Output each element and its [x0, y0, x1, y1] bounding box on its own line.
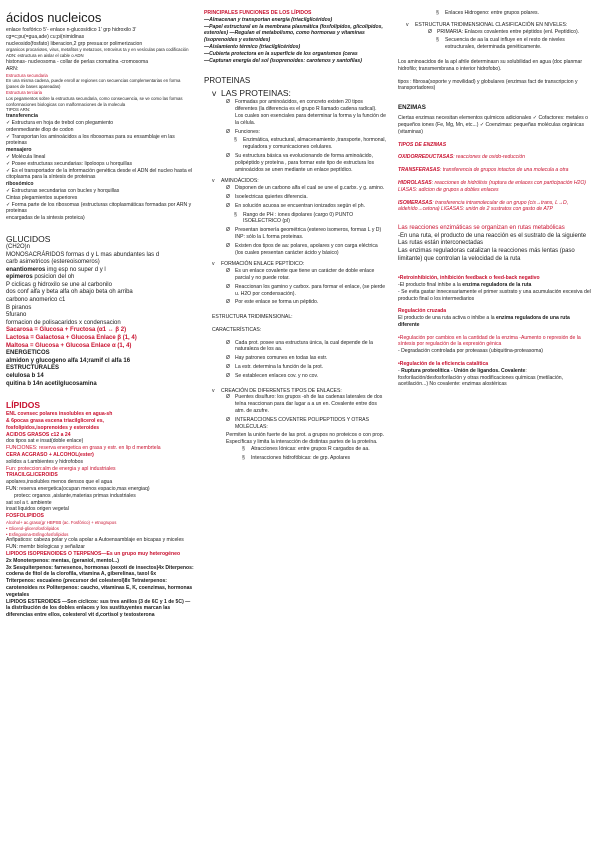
- text-line: - Ruptura proteolítica - Unión de ligandos. Covalente: fosforilación/desfosforilación y otras modificaciones químicas (metilación, acetilación...) No covalente: enzimas alostéricas: [398, 367, 564, 388]
- list-item-text: Atracciones Iónicas: entre grupos R cargados de aa.: [251, 446, 370, 453]
- text-line: histonas- nucleosoma - collar de perlas cromatina -cromosoma: [6, 58, 149, 65]
- text-line: En una misma cadena, puede enroll ar regiones con secuencias complementarias en forma (pases de bases apareadas): [6, 78, 181, 90]
- text-line: dos tipos sat e insat(doble enlace): [6, 438, 84, 445]
- section-title-lipidos: LÍPIDOS: [6, 400, 41, 411]
- list-item-text: Su estructura básica va evolucionando de forma aminoácido, polipéptido y proteína , para formar este tipo de estructura los aminoácidos se unen mediante un enlace peptídico.: [235, 152, 375, 173]
- list-item-text: Enlaces Hidrogeno: entre grupos polares.: [445, 10, 540, 16]
- list-item: [204, 299, 386, 306]
- list-item: [204, 185, 386, 192]
- text-line: sat sol a t. ambiente: [6, 499, 52, 506]
- text-line: fosfolipidos,isoprenoides y esteroides: [6, 424, 100, 431]
- bullet-marker: §: [234, 211, 237, 218]
- list-item-text: Reaccionan los gamino y carbox. para formar el enlace, (se pierde u. H2O por condensación).: [235, 283, 386, 297]
- aminoacidos-list: [204, 185, 386, 258]
- lipidos-notes: [6, 411, 194, 619]
- list-item: [204, 394, 386, 414]
- text-line: insat liquidos origen vegetal: [6, 506, 69, 513]
- text-line: ARN:: [6, 65, 19, 72]
- text-line: apolares,insolubles menos densos que el agua: [6, 479, 113, 486]
- text-line: HIDROLASAS: reacciones de hidrólisis (ruptura de enlaces con participación H2O) LIASAS: adicion de grupos a dobles enlaces: [398, 179, 586, 193]
- text-line: almidon y glucogeno alfa 14;ramif cl alfa 16: [6, 357, 131, 364]
- text-line: Los pegamentos sobre la estructura secundaria, como consecuencia, se ve como las formas conformaciones biologicas con malformaciones de la molecula: [6, 95, 183, 107]
- text-line: transferencia: [6, 113, 38, 120]
- text-line: Estructura terciaria: [6, 89, 43, 95]
- text-line: -En una ruta, el producto de una reacción es el sustrato de la siguiente: [398, 232, 587, 239]
- list-item-text: Se establecen enlaces cov. y no cov.: [235, 372, 319, 379]
- bullet-marker: Ø: [226, 268, 230, 275]
- text-line: Lactosa = Galactosa + Glucosa Enlace β (1, 4): [6, 335, 137, 342]
- list-item-text: Interacciones hidrofóbicas: de grp. Apolares: [251, 454, 351, 461]
- text-line: FUN: reserva energetica(ocupan menos espacio,mas energiaq): [6, 485, 150, 492]
- enzimas-notes: [398, 115, 592, 213]
- text-line: encargadas de la sintesis proteica): [6, 215, 85, 222]
- list-item-text: Existen dos tipos de aa: polares, apolares y con carga eléctrica (los cuales presentan carácter ácido y básico): [235, 242, 378, 256]
- column-left: [6, 10, 194, 619]
- list-item-text: En solución acuosa se encuentran ionizados según el ph.: [235, 202, 365, 209]
- text-line: —Capturan energía del sol (isoprenoides: carotenos y xantofilas): [204, 57, 362, 64]
- bullet-marker: Ø: [226, 193, 230, 200]
- list-item-text: Funciones:: [235, 128, 260, 135]
- text-line: 5furano: [6, 312, 27, 319]
- enlace-peptidico-list: [204, 268, 386, 308]
- text-line: •Regulación por cambios en la cantidad de la enzima -Aumento o represión de la síntesis por regulación de la expresión génica: [398, 334, 581, 348]
- regulacion-notes: [398, 275, 592, 388]
- text-line: carb asimetricos (estereoisomeros): [6, 259, 100, 266]
- text-line: - Degradación controlada por proteasas (ubiquitina-proteasoma): [398, 348, 543, 355]
- bullet-marker: Ø: [428, 28, 432, 35]
- list-item: [204, 355, 386, 362]
- bullet-marker: Ø: [226, 242, 230, 249]
- list-item: [204, 268, 386, 282]
- text-line: ✓ Posee estructuras secundarias: lipoloops u horquillas: [6, 160, 133, 167]
- column-middle: [204, 10, 386, 464]
- list-item: [204, 455, 386, 462]
- text-line: —Aislamiento térmico (triacilglicéridos): [204, 43, 301, 50]
- list-item: [398, 37, 592, 51]
- text-line: Alcohol+ ac.graso(gr HBPSB (ac. Fosfórico) + etnogrupos: [6, 519, 117, 525]
- text-line: cg=c;pu(=gua,ade) cu;pi(nimidinas: [6, 33, 85, 40]
- list-item: [204, 137, 386, 151]
- list-item-text: La estr. determina la función de la prot.: [235, 364, 324, 371]
- text-line: Sacarosa = Glucosa + Fructosa (α1 ↔ β 2): [6, 327, 127, 334]
- bullet-marker: Ø: [226, 283, 230, 290]
- text-line: Los aminoacidos de la apl afrile determinasn su solubilidad en agua (doc planmar hidrofilo; transmembrana o interior hidrofobo).: [398, 58, 583, 72]
- text-line: ADN: estructura en aislar el cable o ADN: [6, 53, 84, 59]
- text-line: ✓ Forma parte de los ribosomas (estructuras citoplasmáticas formadas por ARN y proteinas: [6, 201, 192, 215]
- text-line: Regulación cruzada: [398, 308, 447, 315]
- text-line: TRIACILGLICEROIDS: [6, 472, 58, 479]
- bullet-marker: Ø: [226, 339, 230, 346]
- text-line: —Almacenan y transportan energía (triacilglicéridos): [204, 16, 333, 23]
- text-line: ✓ Estructura en hoja de trebol con plegamiento: [6, 119, 114, 126]
- text-line: Ciertas enzimas necesitan elementos químicos adicionales ✓ Cofactores: metales o pequeños iones (Fe, Mg, Mn, etc...) ✓ Coenzimas: pequeñas moléculas orgánicas (vitaminas): [398, 115, 588, 135]
- text-line: OXIDORREDUCTASAS: reacciones de oxido-reducción: [398, 154, 526, 161]
- text-line: El producto de una ruta activa o inhibe a la enzima reguladora de una ruta diferente: [398, 315, 570, 328]
- list-item: [204, 227, 386, 241]
- text-line: ENERGETICOS: [6, 350, 50, 357]
- text-line: ISOMERASAS: transferencia intramolecular de un grupo (cis→trans, L→D, aldehído→cetona) LIGASAS: unión de 2 sustratos con gasto de ATP: [398, 199, 569, 213]
- funciones-lipidos-notes: [204, 17, 386, 65]
- text-line: quitina b 14n acetilglucosamina: [6, 380, 97, 387]
- bullet-marker: Ø: [226, 394, 230, 401]
- text-line: ordenmediante dlop de codon: [6, 126, 74, 133]
- text-line: tipos : fibrosa(soporte y movilidad) y globulares (enzimas fact de transcripcion y transportadores): [398, 78, 578, 92]
- text-line: LIPIDOS ISOPRENOIDES O TERPENOS—Es un grupo muy heterogéneo: [6, 550, 181, 557]
- list-item-text: Disponen de un carbono alfa el cual se une el g.carbx. y g. amino.: [235, 185, 385, 192]
- list-item-text: Por este enlace se forma un péptido.: [235, 299, 319, 306]
- text-line: -El producto final inhibe a la enzima reguladora de la ruta: [398, 281, 532, 288]
- list-item: [204, 340, 386, 354]
- text-line: Fun: proteccion:alm de energia y apl industriales: [6, 465, 116, 472]
- list-item-text: Secuencia de aa la cual influye en el resto de niveles estructurales, determinada genéticamente.: [445, 37, 565, 51]
- bullet-marker: §: [242, 454, 245, 461]
- text-line: • Esfingosina-Esfingofosfolípidos: [6, 531, 69, 537]
- acidos-nucleicos-notes: [6, 27, 194, 222]
- text-line: (CH2O)n: [6, 243, 31, 250]
- text-line: ✓ Molécula lineal: [6, 153, 46, 160]
- list-item-text: Isoelectricas quiertes diferencia.: [235, 193, 308, 200]
- text-line: & 6pocas grasa escena triacilglicerol es,: [6, 417, 104, 424]
- text-line: P ciclicas g hidroxilo se une al carbonilo: [6, 281, 112, 288]
- list-item-text: Formadas por aminoácidos, en concreto existen 20 tipos diferentes (la diferencia es el grupo R llamado cadena radical). Los cuales son esenciales para determinar la forma y la función de la célula.: [235, 99, 386, 126]
- list-item: [204, 194, 386, 201]
- text-line: —Cubierta protectora en la superficie de los organismos (ceras: [204, 50, 358, 57]
- section-title-proteinas: PROTEINAS: [204, 76, 251, 86]
- text-line: epimeros posicion del oh: [6, 274, 75, 281]
- text-line: FOSFOLIPIDOS: [6, 513, 44, 520]
- list-item: [204, 203, 386, 210]
- bullet-marker: Ø: [226, 99, 230, 106]
- subsection-caracteristicas: CARACTERÍSTICAS:: [212, 326, 262, 333]
- bullet-marker: Ø: [226, 185, 230, 192]
- subsection-las-proteinas: v LAS PROTEINAS:: [212, 88, 291, 99]
- text-line: • Glicerol-glicerofosfolipidos: [6, 525, 59, 531]
- creacion-enlaces-sublist: [204, 446, 386, 464]
- text-line: Anfipaticos: cabeza polar y cola apolar a Autoensamblaje en bicapas y miceles: [6, 537, 184, 544]
- list-item-text: Presentan isomería geométrica (estereo isomeros, formas L y D) INP: sólo la L forma proteinas.: [235, 227, 382, 240]
- bullet-marker: Ø: [226, 372, 230, 379]
- section-title-funciones-lipidos: PRINCIPALES FUNCIONES DE LOS LÍPIDOS: [204, 10, 312, 16]
- list-item: [204, 99, 386, 126]
- list-item-text: Puentes disulfuro: los grupos -sh de las cadenas laterales de dos teína reaccionan para dar lugar a a un en. Covalente entre dos atm. de azufre.: [235, 394, 383, 415]
- section-title-rutas-metabolicas: Las reacciones enzimáticas se organizan en rutas metabólicas: [398, 225, 565, 232]
- text-line: ESTRUCTURALES: [6, 365, 60, 372]
- text-line: dos conf alfa y beta alfa oh abajo beta oh arriba: [6, 289, 133, 296]
- text-line: 2x Monoterpenos: mentas, (geraniol, mentol...): [6, 557, 119, 564]
- list-item-text: Rango de PH : iones dipolares (cargo 0) PUNTO ISOELECTRICO (pI): [243, 211, 354, 225]
- text-line: Las rutas están interconectadas: [398, 240, 484, 247]
- list-item: [204, 129, 386, 136]
- section-title-acidos-nucleicos: ácidos nucleicos: [6, 10, 102, 25]
- text-line: ✓ Transportan los aminoácidos a los ribosomas para su ensamblaje en las proteinas: [6, 133, 175, 147]
- list-item-text: PRIMARIA: Enlaces covalentes entre péptidos (enl. Peptídico).: [437, 28, 580, 35]
- text-line: TIPOS ARN:: [6, 107, 31, 113]
- text-line: MONOSACRÁRIDOS formas d y L mas abundantes las d: [6, 251, 160, 258]
- creacion-enlaces-paragraph: Permiten la unión fuerte de las prot. a grupos no proteicos o con prop. Específicas y limita la interacción de distintas partes de la proteína.: [226, 432, 385, 446]
- text-line: •Regulación de la eficiencia catalítica: [398, 361, 489, 368]
- text-line: nucleosido(fosfato) liberacion,2 grp presua:or polimerizacion: [6, 40, 143, 47]
- bullet-marker: Ø: [226, 355, 230, 362]
- subsection-enlace-peptidico: v FORMACIÓN ENLACE PEPTÍDICO:: [212, 261, 305, 268]
- text-line: B piranos: [6, 304, 32, 311]
- enlaces-hidrogeno-list: [398, 10, 592, 19]
- bullet-marker: Ø: [226, 128, 230, 135]
- column-right: [398, 10, 592, 388]
- text-line: solidos a t.ambientes y hidrofobos: [6, 458, 84, 465]
- text-line: Estructura secundaria: [6, 72, 48, 78]
- bullet-marker: Ø: [226, 364, 230, 371]
- subsection-estructura-tridimensional: ESTRUCTURA TRIDIMENSIONAL:: [212, 314, 293, 321]
- bullet-marker: §: [436, 37, 439, 44]
- text-line: Las enzimas reguladoras catalizan la reacciones más lentas (paso limitante) que controlan la velocidad de la ruta: [398, 247, 575, 262]
- subsection-clasificacion-niveles: v ESTRUCTURA TRIDIMENSIONAL CLASIFICACIÓN EN NIVELES:: [406, 21, 568, 28]
- text-line: enantiomeros img esp no super d y l: [6, 266, 106, 273]
- list-item: [204, 364, 386, 371]
- bullet-marker: Ø: [226, 202, 230, 209]
- text-line: CERA ACGRASO + ALCOHOL(ester): [6, 451, 94, 458]
- text-line: ✓ Estructuras secundarias con bucles y horquillas: [6, 187, 120, 194]
- section-title-glucidos: GLUCIDOS: [6, 233, 51, 244]
- text-line: TRANSFERASAS: transferencia de grupos intactos de una molecula a otra: [398, 167, 569, 174]
- text-line: enlace fosfórico 5’- enlace n-glucosídico 1’ grp hidroxilo 3’: [6, 27, 137, 33]
- text-line: mensajero: [6, 147, 32, 154]
- clasificacion-niveles-list: [398, 29, 592, 53]
- text-line: ✓ Es el transportador de la información genética desde el ADN del nucleo hasta el citoplasma para la síntesis de proteinas: [6, 167, 193, 181]
- section-title-enzimas: ENZIMAS: [398, 104, 426, 112]
- glucidos-notes: [6, 244, 194, 388]
- text-line: Maltosa = Glucosa + Glucosa Enlace α (1, 4): [6, 342, 132, 349]
- bullet-marker: Ø: [226, 299, 230, 306]
- list-item-text: Enzimática, estructural, almacenamiento ,transporte, hormonal, reguladora y comunicaciones celulares.: [243, 137, 386, 151]
- list-item: [398, 10, 592, 17]
- text-line: TIPOS DE ENZIMAS: [398, 141, 447, 148]
- list-item-text: INTERACCIONES COVENTRE POLIPEPTIDOS Y OTRAS MOLÉCULAS:: [235, 416, 369, 430]
- list-item: [204, 446, 386, 453]
- text-line: LIPIDOS ESTEROIDES —Son cíclicos: sus tres anillos (3 de 6C y 1 de 5C) —la distribución de los dobles enlaces y los sustituyentes marcan las diferencias entre ellos, colesterol vit d,cortisol y testosterona: [6, 598, 191, 619]
- list-item: [204, 373, 386, 380]
- list-item: [204, 243, 386, 257]
- list-item-text: Es un enlace covalente que tiene un carácter de doble enlace parcial y no puede rotar.: [235, 268, 375, 281]
- text-line: organicos procariotes, virus, metafitos y metazoos, retrovirus ta y en vesículas para codificación: [6, 47, 189, 53]
- text-line: carbono anomerico c1: [6, 297, 66, 304]
- text-line: Triterpenos: escualeno (precursor del colesterol)8x Tetraterpenos: carotenoides nx Politerpenos: caucho, vitaminas E, K, coenzimas, hormonas vegetales: [6, 578, 193, 598]
- aminoacidos-solubilidad-notes: [398, 59, 592, 92]
- bullet-marker: §: [234, 137, 237, 144]
- text-line: - Se evita gastar innecesariamente el primer sustrato y una acumulación excesiva del producto final o los intermediarios: [398, 288, 591, 302]
- caracteristicas-list: [204, 340, 386, 382]
- list-item-text: Cada prot. posee una estructura única, la cual depende de la naturaleza de los aa.: [235, 339, 373, 353]
- text-line: formacion de polisacaridos x condensacion: [6, 319, 121, 326]
- text-line: FUN: membr biologicas y señalizar: [6, 544, 85, 551]
- bullet-marker: §: [436, 10, 439, 16]
- text-line: protecc organos ,aislante,materias primas industriales: [14, 492, 136, 499]
- bullet-marker: Ø: [226, 227, 230, 234]
- text-line: FUNCIONES: reserva energetica en grasa y estr. en lip d membrtela: [6, 445, 161, 452]
- list-item: [204, 417, 386, 431]
- bullet-marker: Ø: [226, 416, 230, 423]
- text-line: celulosa b 14: [6, 373, 44, 379]
- bullet-marker: Ø: [226, 152, 230, 159]
- list-item-text: Hay patrones comunes en todas las estr.: [235, 355, 328, 362]
- text-line: ACIDOS GRASOS c12 a 24: [6, 431, 71, 438]
- subsection-creacion-enlaces: v CREACIÓN DE DIFERENTES TIPOS DE ENLACES:: [212, 387, 342, 394]
- list-item: [204, 284, 386, 298]
- proteinas-list: [204, 99, 386, 175]
- bullet-marker: §: [242, 446, 245, 453]
- list-item: [204, 212, 386, 226]
- creacion-enlaces-list: [204, 394, 386, 432]
- text-line: Cintas plegamientos superiores: [6, 194, 78, 201]
- text-line: —Papel estructural en la membrana plasmática (fosfolípidos, glicolípidos, esteroles) —Regulan el metabolismo, como hormonas y vitaminas (isoprenoides y esteroides): [204, 23, 383, 44]
- text-line: ribosómico: [6, 181, 34, 188]
- list-item: [398, 29, 592, 36]
- text-line: •Retroinhibición, inhibición feedback o feed-back negativo: [398, 275, 540, 282]
- list-item: [204, 153, 386, 173]
- subsection-aminoacidos: v AMINOÁCIDOS:: [212, 178, 259, 185]
- rutas-metabolicas-notes: [398, 233, 592, 263]
- text-line: 3x Sesquiterpenos: farnesenos, hormonas (oexoti de insectos)4x Diterpenos: codena de fitol de la clorofila, vitamina A, giberelinas, taxol 6x: [6, 564, 194, 578]
- text-line: ENL covnsec polares insolubles en agua-sh: [6, 411, 113, 418]
